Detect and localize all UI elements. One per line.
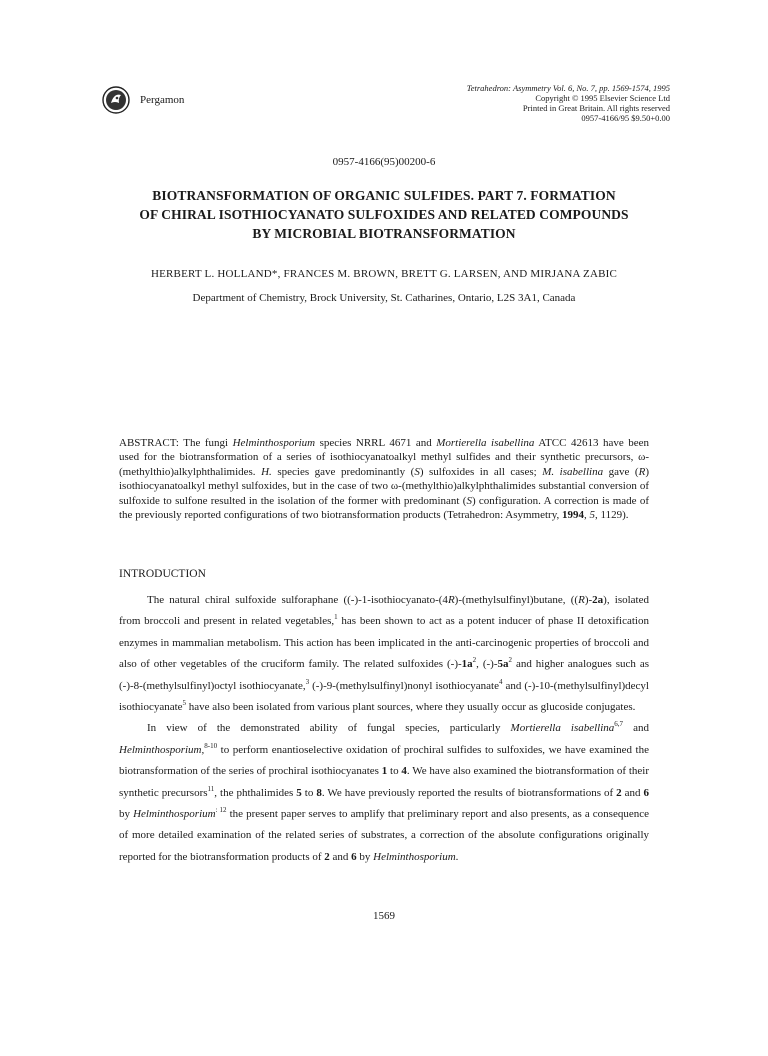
text-run: . We have also examined the biotransformation of their synthetic precursors xyxy=(119,765,649,799)
citation-ref: 11 xyxy=(207,784,215,793)
text-run: have also been isolated from various plant sources, where they usually occur as glucoside conjugates. xyxy=(186,701,636,714)
text-run: to perform enantioselective oxidation of prochiral sulfides to sulfoxides, we have examined the biotransformation of the series of prochiral isothiocyanates xyxy=(119,743,649,778)
abstract-text: species gave predominantly ( xyxy=(271,465,415,478)
intro-paragraph-1 xyxy=(119,590,649,718)
compound-number: 1a xyxy=(461,658,473,671)
text-run: to xyxy=(301,786,317,799)
abstract xyxy=(119,436,649,522)
citation-ref: 3 xyxy=(305,677,310,686)
title-line-2: OF CHIRAL ISOTHIOCYANATO SULFOXIDES AND RELATED COMPOUNDS xyxy=(139,207,629,222)
compound-number: 2a xyxy=(592,594,604,606)
text-run: Helminthosporium xyxy=(373,850,456,863)
text-run: , the phthalimides xyxy=(214,786,297,799)
citation-ref: 2 xyxy=(472,656,477,665)
text-run: R xyxy=(447,594,455,606)
affiliation: Department of Chemistry, Brock University, St. Catharines, Ontario, L2S 3A1, Canada xyxy=(192,292,576,304)
citation-ref: 8-10 xyxy=(204,741,218,750)
abstract-bold: 1994 xyxy=(562,509,584,522)
citation-ref: 1 xyxy=(334,613,338,622)
journal-citation: Tetrahedron: Asymmetry Vol. 6, No. 7, pp. 1569-1574, 1995 xyxy=(466,83,670,93)
text-run: In view of the demonstrated ability of fungal species, particularly xyxy=(147,722,511,735)
printed-line: Printed in Great Britain. All rights reserved xyxy=(522,103,670,113)
citation-ref: 2 xyxy=(508,656,512,665)
text-run: and xyxy=(623,722,649,735)
text-run: has been shown to act as a potent inducer of phase II detoxification enzymes in mammalian metabolism. This action has been implicated in the anti-carcinogenic properties of broccoli and also of other vegetables of the cruciform family. The related sulfoxides (-)- xyxy=(119,615,649,671)
abstract-italic: M. isabellina xyxy=(542,465,604,478)
text-run: (-)-9-(methylsulfinyl)nonyl isothiocyanate xyxy=(309,679,499,692)
abstract-text: , xyxy=(584,509,590,522)
article-doi: 0957-4166(95)00200-6 xyxy=(332,156,436,168)
abstract-label: ABSTRACT: xyxy=(119,437,179,449)
citation-ref: 5 xyxy=(182,699,187,708)
author-list: HERBERT L. HOLLAND*, FRANCES M. BROWN, BRETT G. LARSEN, AND MIRJANA ZABIC xyxy=(150,268,618,280)
text-run: and xyxy=(621,786,644,799)
abstract-text: ) isothiocyanatoalkyl methyl sulfoxides, but in the case of two ω-(methylthio)alkylphthalimides substantial conversion of sulfoxide to sulfone resulted in the isolation of the former with predominant ( xyxy=(119,465,649,507)
compound-number: 2 xyxy=(324,850,330,863)
abstract-text: gave ( xyxy=(603,465,639,478)
page-number: 1569 xyxy=(373,910,395,922)
article-title xyxy=(80,186,688,243)
compound-number: 8 xyxy=(316,786,322,799)
text-run: )-(methylsulfinyl)butane, (( xyxy=(454,594,579,606)
abstract-italic: Mortierella isabellina xyxy=(436,437,535,449)
introduction-heading: INTRODUCTION xyxy=(119,568,206,580)
compound-number: 5 xyxy=(296,786,302,799)
journal-info xyxy=(370,83,670,123)
compound-number: 2 xyxy=(616,786,622,799)
compound-number: 4 xyxy=(401,765,407,778)
citation-ref: 6,7 xyxy=(614,720,624,729)
text-run: The natural chiral sulfoxide sulforaphane ((-)-1-isothiocyanato-(4 xyxy=(147,594,448,606)
abstract-text: species NRRL 4671 and xyxy=(315,437,437,449)
text-run: the present paper serves to amplify that preliminary report and also presents, as a consequence of more detailed examination of the related series of substrates, a correction of the absolute configurations originally reported for the biotransformation products of xyxy=(119,808,649,863)
abstract-italic: 5 xyxy=(589,509,595,522)
compound-number: 6 xyxy=(351,850,357,863)
text-run: )- xyxy=(584,594,593,606)
compound-number: 6 xyxy=(643,786,649,799)
text-run: to xyxy=(387,765,402,778)
abstract-text: The fungi xyxy=(178,437,233,449)
text-run: Helminthosporium, xyxy=(119,743,205,756)
title-line-3: BY MICROBIAL BIOTRANSFORMATION xyxy=(252,226,516,241)
intro-paragraph-2 xyxy=(119,718,649,868)
text-run: , (-)- xyxy=(476,658,498,671)
abstract-text: , 1129). xyxy=(595,509,629,522)
price-code: 0957-4166/95 $9.50+0.00 xyxy=(581,113,670,123)
text-run: by xyxy=(119,808,134,821)
text-run: and (-)-10-(methylsulfinyl)decyl isothiocyanate xyxy=(119,679,649,714)
text-run: ), isolated from broccoli and present in related vegetables, xyxy=(119,594,649,628)
text-run: . We have previously reported the results of biotransformations of xyxy=(321,786,617,799)
text-run: by xyxy=(356,850,374,863)
text-run: Helminthosporium xyxy=(133,808,216,821)
text-run: Mortierella isabellina xyxy=(510,722,615,735)
abstract-text: ATCC 42613 have been used for the biotransformation of a series of isothiocyanatoalkyl methyl sulfides and their synthetic precursors, ω-(methylthio)alkylphthalimides. xyxy=(119,437,649,478)
compound-number: 1 xyxy=(381,765,388,778)
copyright-line: Copyright © 1995 Elsevier Science Ltd xyxy=(535,93,670,103)
citation-ref: 4 xyxy=(498,677,503,686)
abstract-text: ) sulfoxides in all cases; xyxy=(419,465,543,478)
abstract-text: ) configuration. A correction is made of the previously reported configurations of two biotransformation products (Tetrahedron: Asymmetry, xyxy=(119,494,649,522)
compound-number: 5a xyxy=(497,658,509,671)
text-run: R xyxy=(578,594,585,606)
title-line-1: BIOTRANSFORMATION OF ORGANIC SULFIDES. PART 7. FORMATION xyxy=(152,188,616,203)
abstract-italic: H. xyxy=(261,465,272,478)
publisher-name: Pergamon xyxy=(140,94,185,106)
abstract-italic: R xyxy=(638,465,646,478)
abstract-italic: S xyxy=(414,465,420,478)
abstract-italic: Helminthosporium xyxy=(232,437,316,449)
citation-ref: : 12 xyxy=(215,806,227,815)
text-run: and xyxy=(329,850,352,863)
text-run: and higher analogues such as (-)-8-(methylsulfinyl)octyl isothiocyanate, xyxy=(119,658,649,692)
pergamon-logo-icon xyxy=(102,86,130,114)
introduction-body xyxy=(119,590,649,868)
abstract-italic: S xyxy=(466,494,472,507)
text-run: . xyxy=(455,850,459,863)
